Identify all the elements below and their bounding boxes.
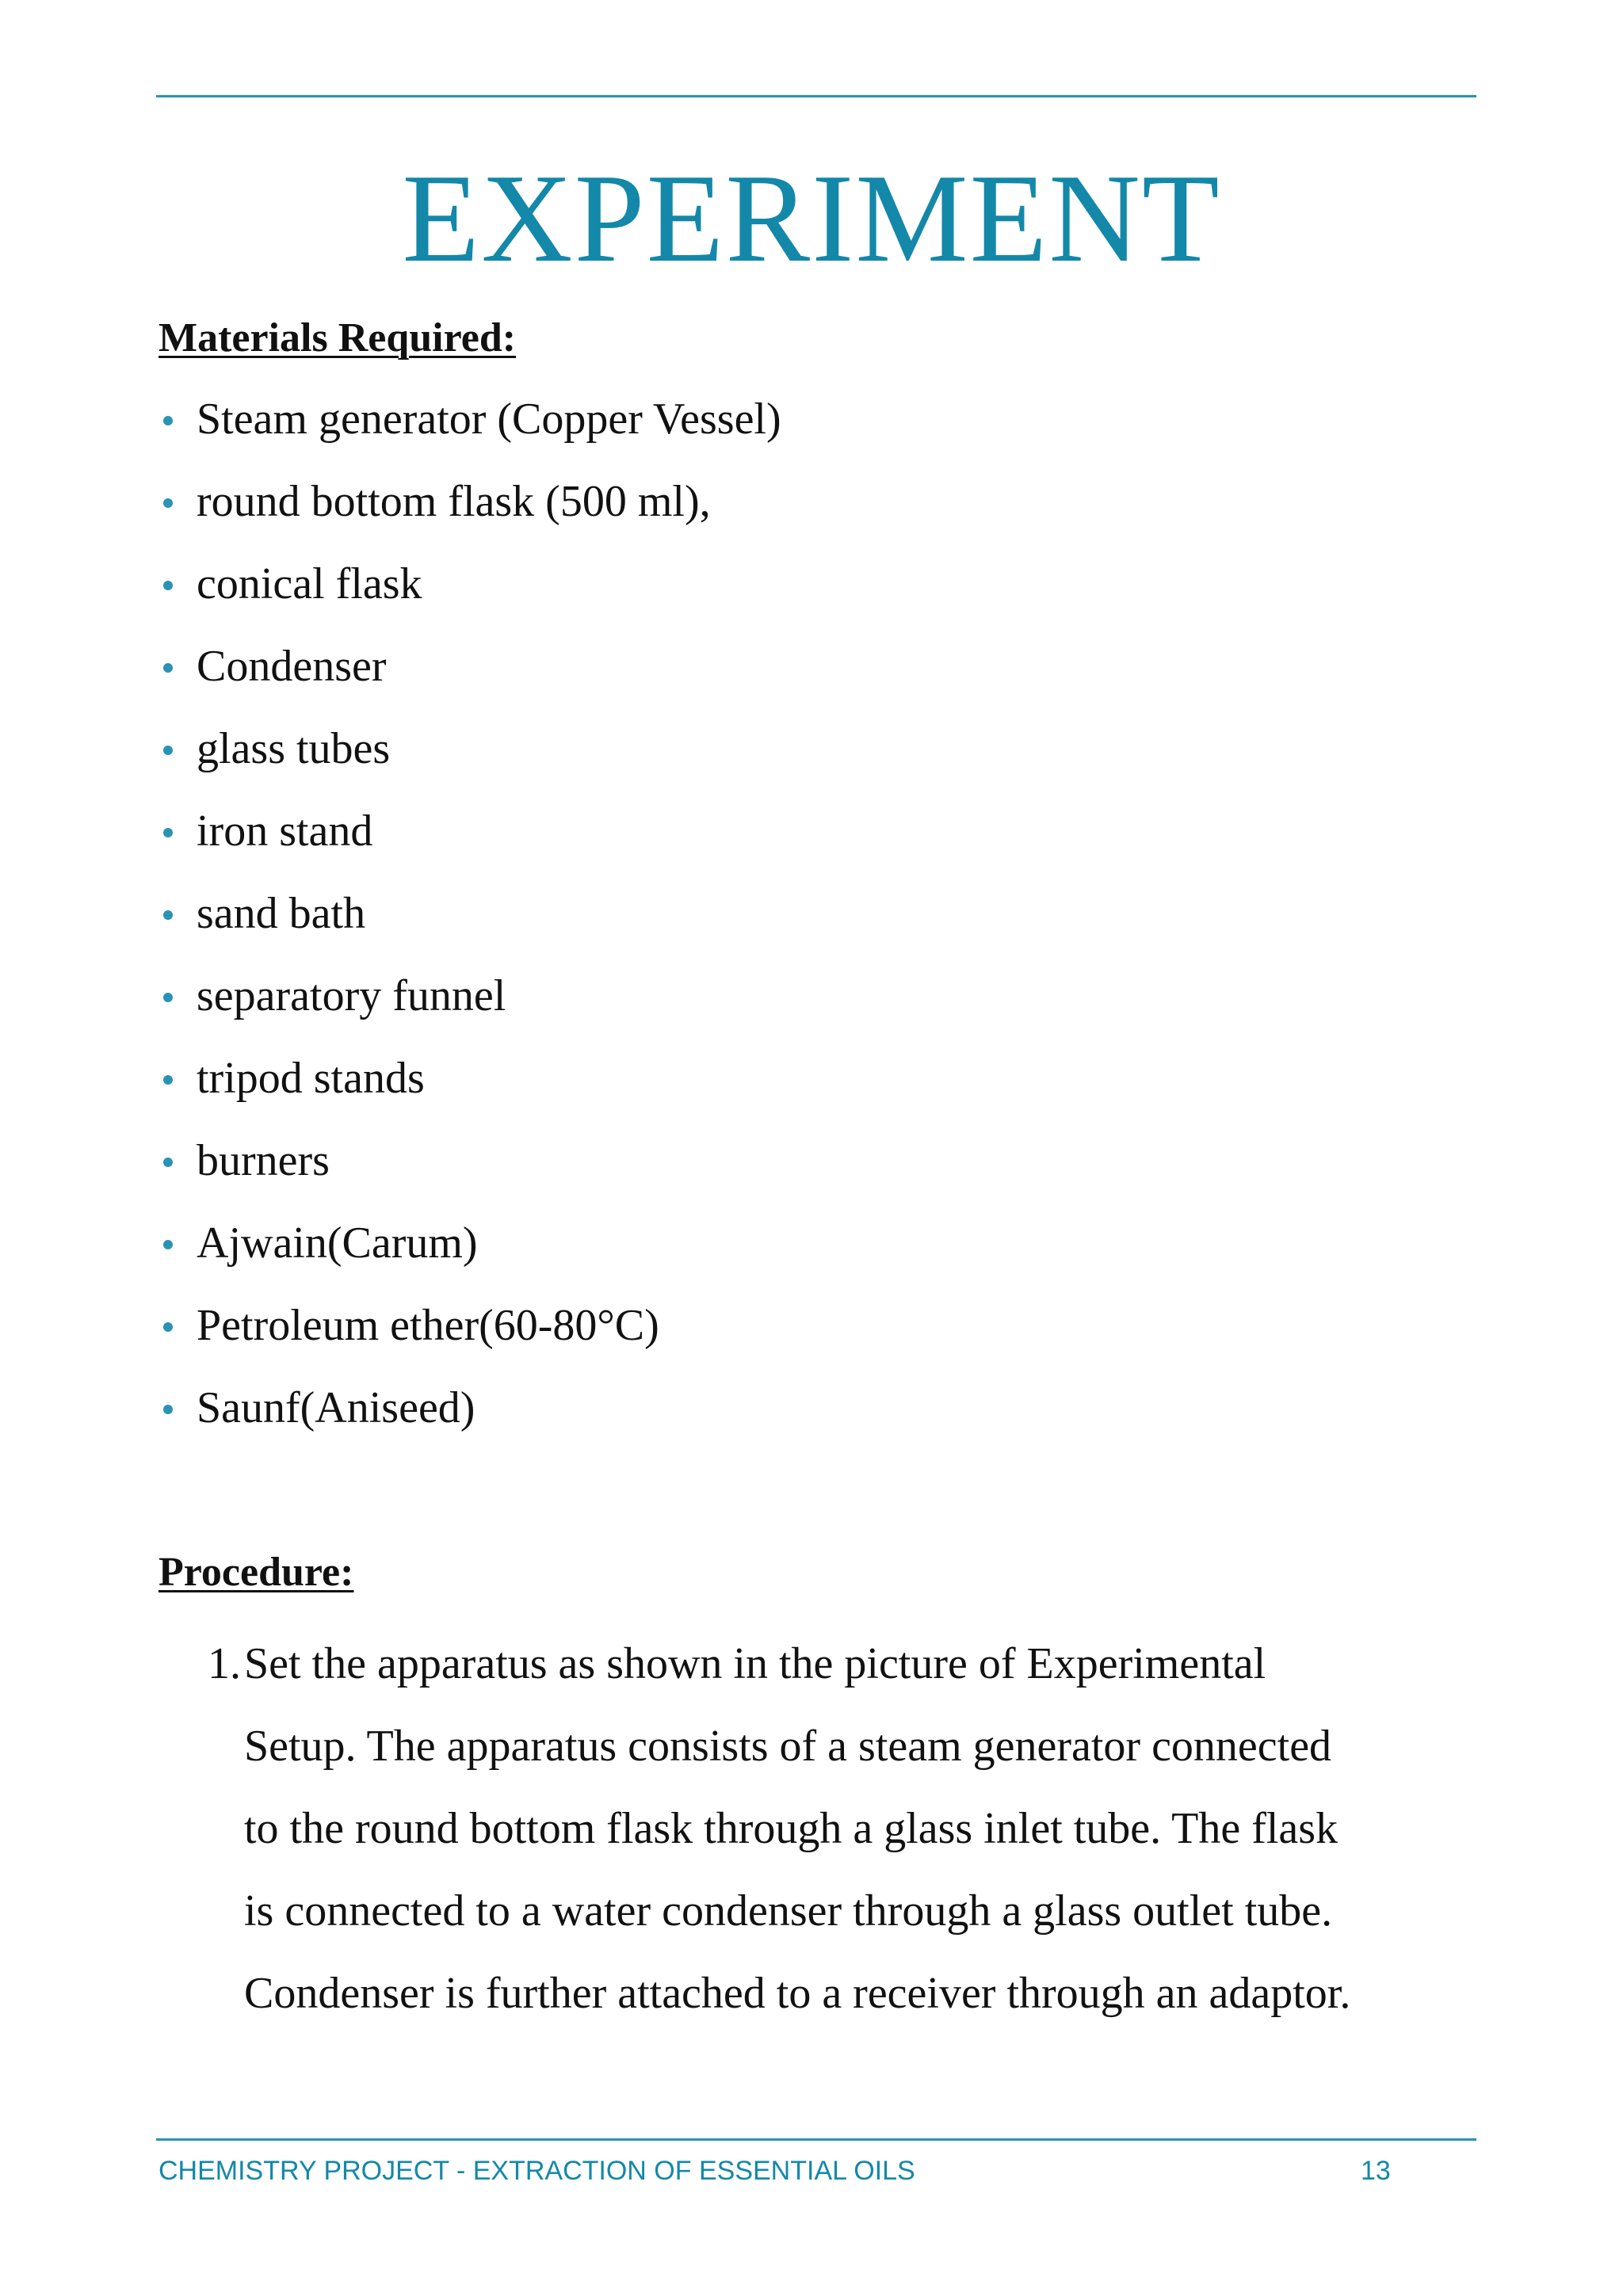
list-item: [158, 639, 1426, 721]
list-item-text: Steam generator (Copper Vessel): [197, 395, 781, 444]
bullet-icon: [163, 581, 173, 590]
list-item: [158, 556, 1426, 639]
list-item-text: Petroleum ether(60-80°C): [197, 1301, 659, 1350]
bullet-icon: [163, 663, 173, 673]
list-item: [158, 803, 1426, 886]
list-item: [158, 1051, 1426, 1133]
bullet-icon: [163, 498, 173, 508]
materials-list: [158, 391, 1426, 1463]
bullet-icon: [163, 828, 173, 837]
list-item-text: conical flask: [197, 559, 422, 608]
list-item: [158, 1133, 1426, 1215]
list-item-text: burners: [197, 1136, 330, 1185]
bullet-icon: [163, 746, 173, 755]
list-item-text: tripod stands: [197, 1054, 425, 1103]
list-item: [158, 474, 1426, 556]
bullet-icon: [163, 1322, 173, 1332]
bullet-icon: [163, 993, 173, 1002]
procedure-step: [208, 1623, 1476, 2035]
bullet-icon: [163, 910, 173, 920]
header-rule: [156, 95, 1476, 97]
page-title: EXPERIMENT: [402, 147, 1221, 288]
page-number: 13: [1361, 2156, 1391, 2186]
list-item-text: sand bath: [197, 889, 366, 938]
procedure-heading: Procedure:: [158, 1550, 354, 1595]
list-item: [158, 1215, 1426, 1298]
bullet-icon: [163, 1240, 173, 1249]
bullet-icon: [163, 416, 173, 425]
footer-rule: [156, 2138, 1476, 2141]
list-item-text: round bottom flask (500 ml),: [197, 477, 711, 526]
list-item: [158, 968, 1426, 1051]
bullet-icon: [163, 1405, 173, 1414]
list-item: [158, 1380, 1426, 1463]
step-text: Set the apparatus as shown in the picture of Experimental Setup. The apparatus consists of a steam generator connected to the round bottom flask through a glass inlet tube. The flask is connected to a water condenser through a glass outlet tube. Condenser is further attached to a receiver through an adaptor.: [244, 1639, 1351, 2018]
list-item-text: glass tubes: [197, 724, 391, 773]
list-item-text: Saunf(Aniseed): [197, 1383, 475, 1432]
list-item-text: Condenser: [197, 642, 387, 691]
list-item: [158, 721, 1426, 803]
bullet-icon: [163, 1075, 173, 1085]
list-item-text: separatory funnel: [197, 971, 506, 1020]
list-item: [158, 886, 1426, 968]
list-item-text: iron stand: [197, 807, 373, 856]
footer-project-title: CHEMISTRY PROJECT - EXTRACTION OF ESSENTIAL OILS: [158, 2156, 915, 2186]
bullet-icon: [163, 1158, 173, 1167]
list-item-text: Ajwain(Carum): [197, 1219, 478, 1268]
step-number: 1.: [208, 1639, 241, 1688]
list-item: [158, 391, 1426, 474]
materials-heading: Materials Required:: [158, 315, 517, 360]
list-item: [158, 1298, 1426, 1380]
